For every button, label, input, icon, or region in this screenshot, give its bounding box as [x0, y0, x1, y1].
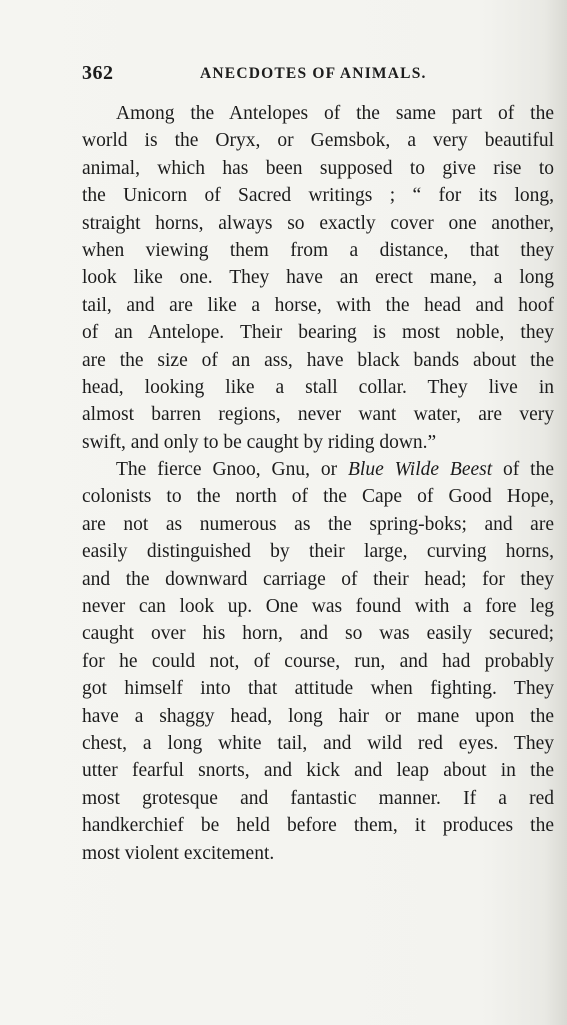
italic-term: Blue Wilde Beest	[348, 459, 493, 481]
text-line: world is the Oryx, or Gemsbok, a very beautiful	[82, 130, 554, 152]
text-line: animal, which has been supposed to give rise to	[82, 157, 554, 179]
text-line: swift, and only to be caught by riding down.”	[82, 431, 437, 453]
text-line: the Unicorn of Sacred writings ; “ for its long,	[82, 185, 554, 207]
text-line: tail, and are like a horse, with the head and hoof	[82, 294, 554, 316]
text-line: colonists to the north of the Cape of Good Hope,	[82, 486, 554, 508]
body-text	[82, 100, 554, 867]
text-line: head, looking like a stall collar. They live in	[82, 376, 554, 398]
page-header	[82, 62, 552, 88]
text-line: when viewing them from a distance, that they	[82, 239, 554, 261]
text-line: are not as numerous as the spring-boks; and are	[82, 513, 554, 535]
text-line: most grotesque and fantastic manner. If a red	[82, 787, 554, 809]
paragraph-oryx	[82, 100, 554, 456]
text-line: easily distinguished by their large, curving horns,	[82, 541, 554, 563]
running-title: ANECDOTES OF ANIMALS.	[200, 65, 427, 82]
text-line: look like one. They have an erect mane, a long	[82, 267, 554, 289]
text-line: are the size of an ass, have black bands about the	[82, 349, 554, 371]
text-line: most violent excitement.	[82, 842, 275, 864]
text-line: have a shaggy head, long hair or mane upon the	[82, 705, 554, 727]
text-line: Among the Antelopes of the same part of the	[116, 103, 554, 124]
text-line: caught over his horn, and so was easily secured;	[82, 623, 554, 645]
paragraph-gnoo	[82, 456, 554, 867]
text-line: never can look up. One was found with a fore leg	[82, 596, 554, 618]
text-segment: of the	[492, 459, 554, 481]
text-segment: The fierce Gnoo, Gnu, or	[116, 459, 349, 481]
text-line: for he could not, of course, run, and had probably	[82, 650, 554, 672]
text-line	[82, 456, 554, 483]
text-line: handkerchief be held before them, it produces the	[82, 815, 554, 837]
text-line: chest, a long white tail, and wild red eyes. They	[82, 732, 554, 754]
text-line: straight horns, always so exactly cover one another,	[82, 212, 554, 234]
text-line: got himself into that attitude when fighting. They	[82, 678, 554, 700]
page-number: 362	[82, 62, 114, 84]
text-line: almost barren regions, never want water, are very	[82, 404, 554, 426]
text-line: utter fearful snorts, and kick and leap about in the	[82, 760, 554, 782]
text-line: of an Antelope. Their bearing is most noble, they	[82, 322, 554, 344]
text-line: and the downward carriage of their head; for they	[82, 568, 554, 590]
